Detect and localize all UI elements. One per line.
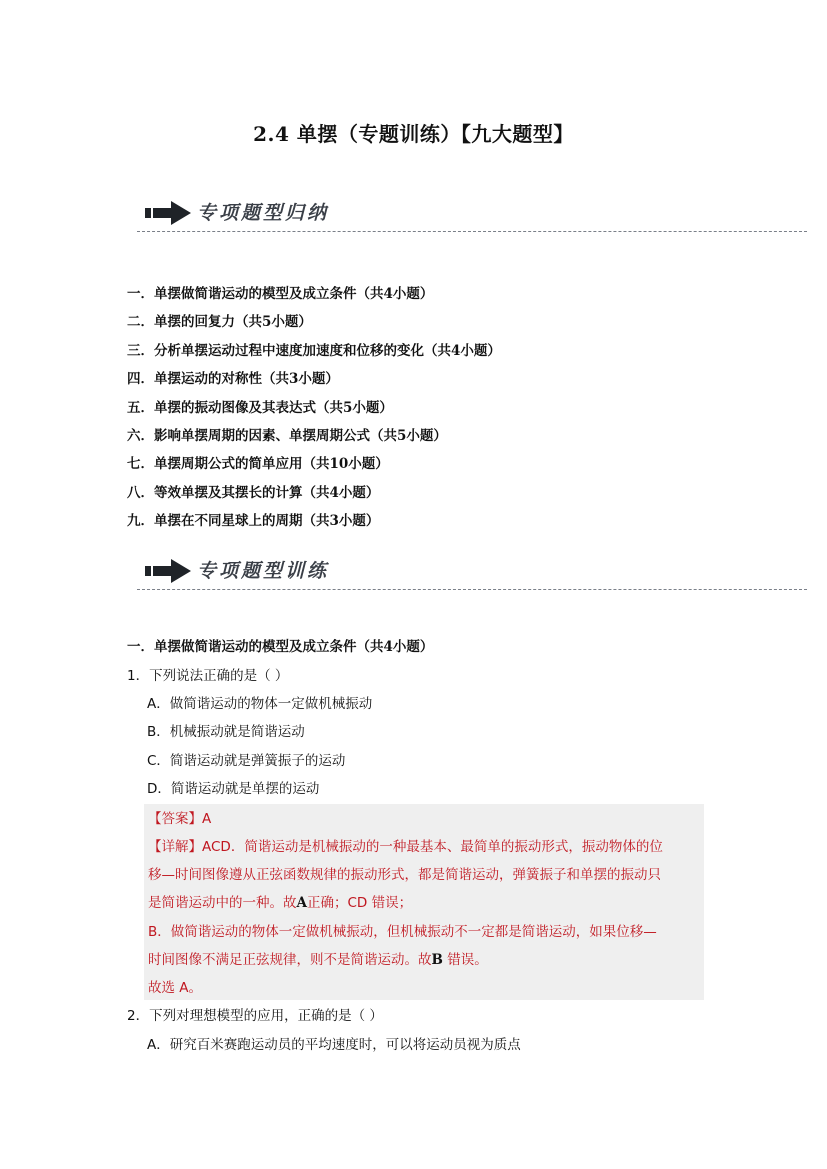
explanation-line: 【详解】ACD．简谐运动是机械振动的一种最基本、最简单的振动形式，振动物体的位 bbox=[148, 839, 663, 855]
explanation-text: 是简谐运动中的一种。故 bbox=[148, 895, 297, 911]
table-of-contents bbox=[127, 284, 501, 540]
explanation-text: 正确；CD 错误； bbox=[306, 895, 413, 911]
question-1-option-c: C．简谐运动就是弹簧振子的运动 bbox=[147, 753, 346, 769]
final-choice: 故选 A。 bbox=[148, 980, 203, 996]
option-letter: A bbox=[296, 895, 307, 911]
arrow-icon bbox=[145, 200, 193, 226]
question-1-stem: 1．下列说法正确的是（ ） bbox=[127, 668, 289, 684]
question-2-option-a: A．研究百米赛跑运动员的平均速度时，可以将运动员视为质点 bbox=[147, 1037, 521, 1053]
section-banner-training bbox=[137, 554, 807, 590]
question-1-option-d: D．简谐运动就是单摆的运动 bbox=[147, 781, 320, 797]
explanation-line bbox=[148, 948, 488, 968]
dashed-divider bbox=[137, 589, 807, 590]
question-1-option-a: A．做简谐运动的物体一定做机械振动 bbox=[147, 696, 373, 712]
section-heading: 一．单摆做简谐运动的模型及成立条件（共4小题） bbox=[127, 639, 434, 655]
answer-explanation-box bbox=[144, 804, 704, 1000]
arrow-icon bbox=[145, 558, 193, 584]
explanation-text: 时间图像不满足正弦规律，则不是简谐运动。故 bbox=[148, 952, 432, 968]
toc-item: 六．影响单摆周期的因素、单摆周期公式（共5小题） bbox=[127, 427, 447, 444]
explanation-line bbox=[148, 891, 412, 911]
toc-item: 三．分析单摆运动过程中速度加速度和位移的变化（共4小题） bbox=[127, 342, 501, 359]
toc-item: 四．单摆运动的对称性（共3小题） bbox=[127, 371, 339, 388]
option-letter: B bbox=[431, 952, 443, 968]
toc-item: 九．单摆在不同星球上的周期（共3小题） bbox=[127, 513, 380, 530]
toc-item: 一．单摆做简谐运动的模型及成立条件（共4小题） bbox=[127, 286, 434, 302]
question-2-stem: 2．下列对理想模型的应用，正确的是（ ） bbox=[127, 1008, 383, 1024]
question-1-option-b: B．机械振动就是简谐运动 bbox=[147, 724, 305, 740]
explanation-line: B．做简谐运动的物体一定做机械振动，但机械振动不一定都是简谐运动，如果位移— bbox=[148, 924, 657, 940]
toc-item: 八．等效单摆及其摆长的计算（共4小题） bbox=[127, 484, 380, 501]
section-banner-summary bbox=[137, 196, 807, 232]
explanation-line: 移—时间图像遵从正弦函数规律的振动形式，都是简谐运动，弹簧振子和单摆的振动只 bbox=[148, 867, 661, 883]
explanation-text: 错误。 bbox=[442, 952, 488, 968]
banner-label: 专项题型归纳 bbox=[197, 202, 330, 224]
banner-label: 专项题型训练 bbox=[197, 560, 330, 582]
toc-item: 二．单摆的回复力（共5小题） bbox=[127, 314, 312, 331]
dashed-divider bbox=[137, 231, 807, 232]
toc-item: 五．单摆的振动图像及其表达式（共5小题） bbox=[127, 399, 393, 416]
answer-label: 【答案】A bbox=[148, 811, 212, 827]
page-title: 2.4 单摆（专题训练）【九大题型】 bbox=[253, 122, 574, 146]
toc-item: 七．单摆周期公式的简单应用（共10小题） bbox=[127, 456, 389, 473]
